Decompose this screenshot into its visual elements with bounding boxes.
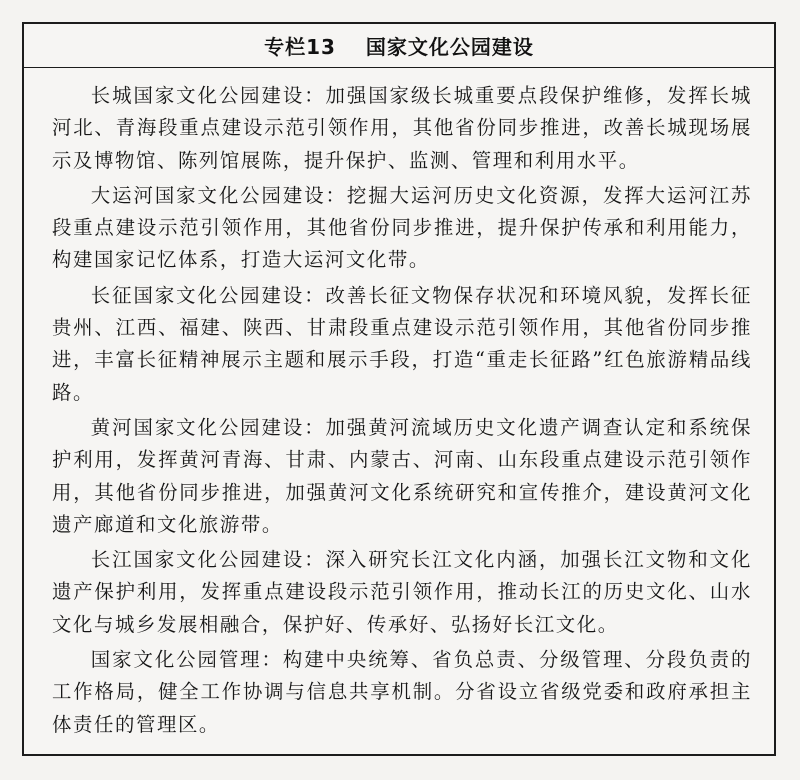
column-title: 国家文化公园建设: [365, 35, 534, 59]
column-header: [24, 24, 774, 68]
column-box: [22, 22, 776, 756]
paragraph-yangtze-river: 长江国家文化公园建设：深入研究长江文化内涵，加强长江文物和文化遗产保护利用，发挥重点建设段示范引领作用，推动长江的历史文化、山水文化与城乡发展相融合，保护好、传承好、弘扬好长江文化。: [52, 548, 752, 636]
paragraph-long-march: 长征国家文化公园建设：改善长征文物保存状况和环境风貌，发挥长征贵州、江西、福建、陕西、甘肃段重点建设示范引领作用，其他省份同步推进，丰富长征精神展示主题和展示手段，打造“重走长征路”红色旅游精品线路。: [52, 283, 752, 404]
column-label: 专栏13: [264, 35, 336, 59]
paragraph-grand-canal: 大运河国家文化公园建设：挖掘大运河历史文化资源，发挥大运河江苏段重点建设示范引领作用，其他省份同步推进，提升保护传承和利用能力，构建国家记忆体系，打造大运河文化带。: [52, 183, 752, 272]
column-content: [24, 68, 774, 741]
paragraph-park-management: 国家文化公园管理：构建中央统筹、省负总责、分级管理、分段负责的工作格局，健全工作协调与信息共享机制。分省设立省级党委和政府承担主体责任的管理区。: [52, 648, 752, 736]
paragraph-yellow-river: 黄河国家文化公园建设：加强黄河流域历史文化遗产调查认定和系统保护利用，发挥黄河青海、甘肃、内蒙古、河南、山东段重点建设示范引领作用，其他省份同步推进，加强黄河文化系统研究和宣传推介，建设黄河文化遗产廊道和文化旅游带。: [52, 415, 752, 536]
paragraph-great-wall: 长城国家文化公园建设：加强国家级长城重要点段保护维修，发挥长城河北、青海段重点建设示范引领作用，其他省份同步推进，改善长城现场展示及博物馆、陈列馆展陈，提升保护、监测、管理和利用水平。: [52, 84, 752, 172]
